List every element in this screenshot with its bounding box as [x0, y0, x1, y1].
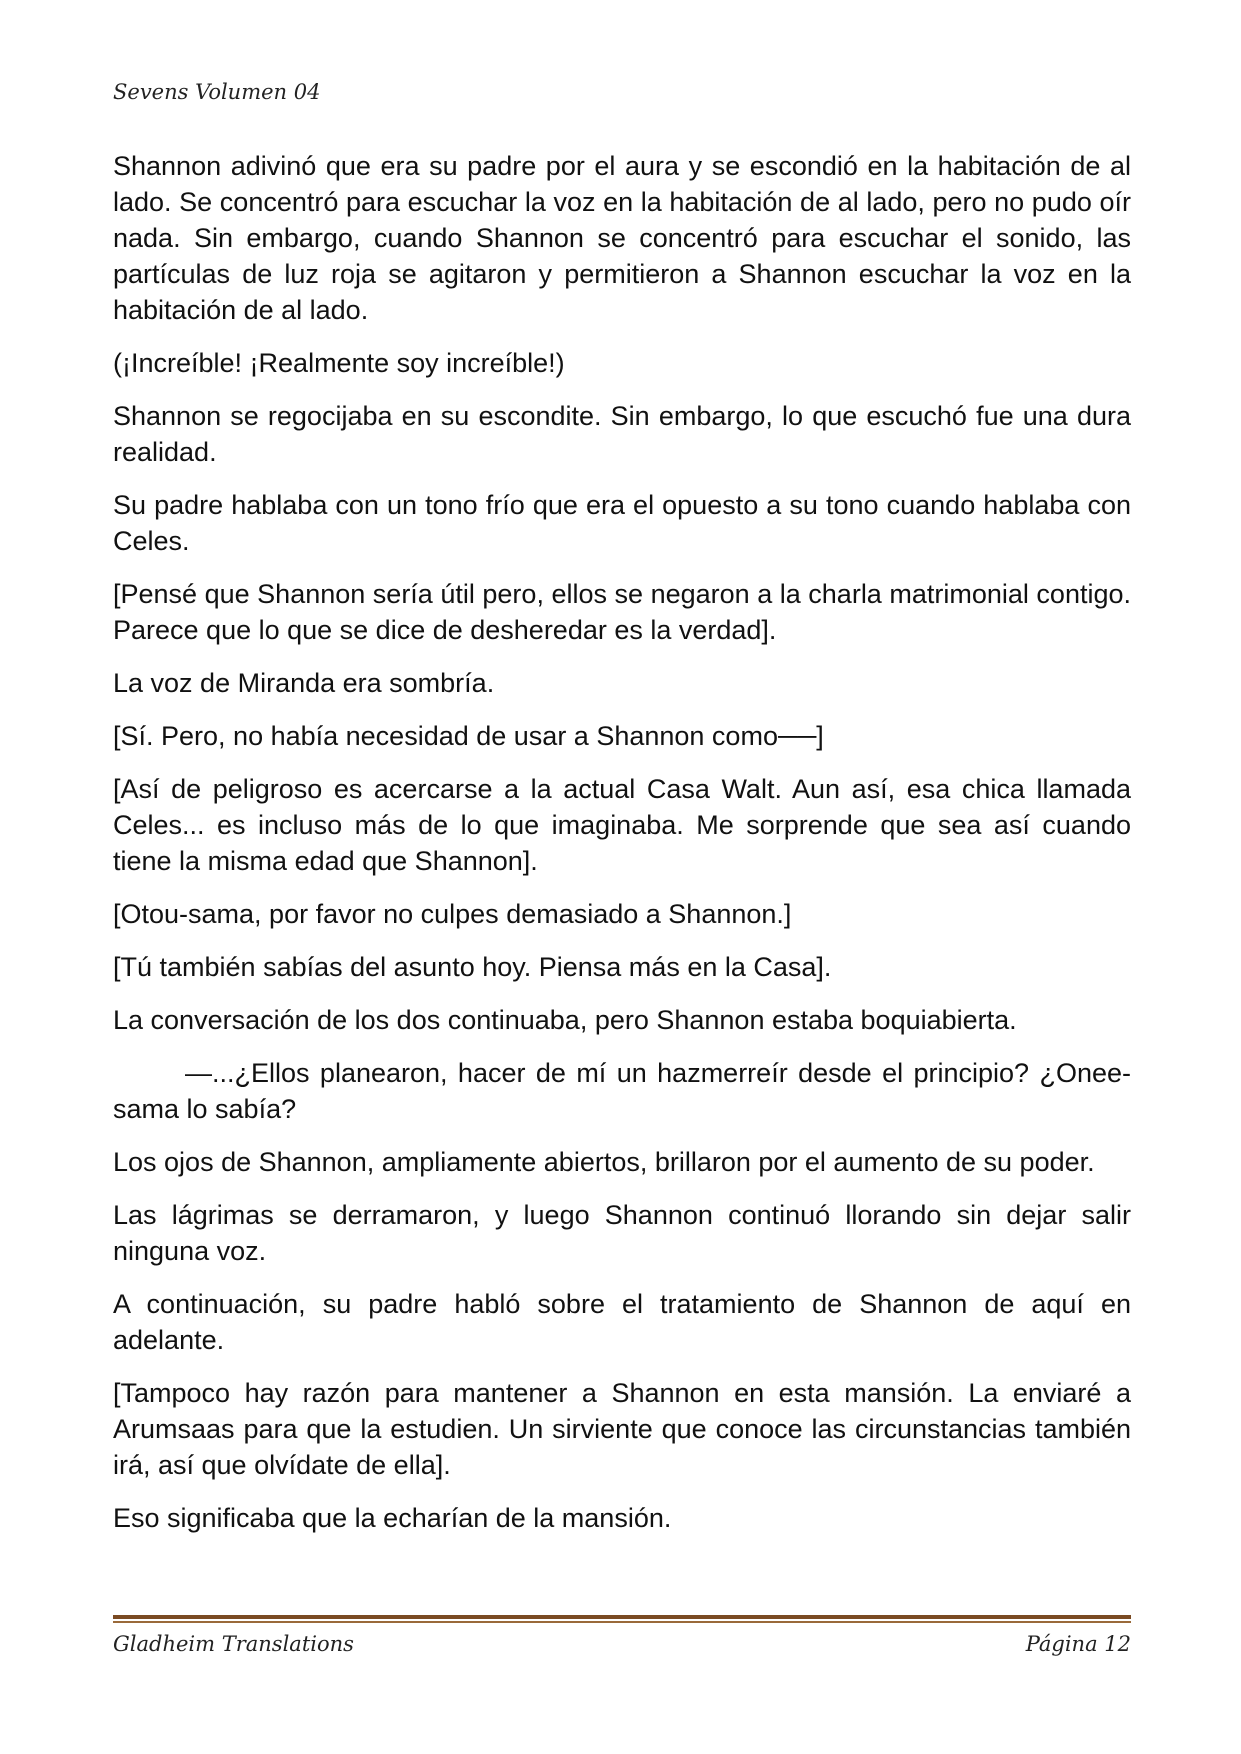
paragraph-10: [Tú también sabías del asunto hoy. Piensa más en la Casa].	[113, 952, 832, 982]
paragraph-7: [Sí. Pero, no había necesidad de usar a Shannon como──]	[113, 721, 824, 751]
paragraph-8: [Así de peligroso es acercarse a la actual Casa Walt. Aun así, esa chica llamada Celes... es incluso más de lo que imaginaba. Me sorprende que sea así cuando tiene la misma edad que Shannon].	[113, 774, 1131, 876]
page-header-title: Sevens Volumen 04	[113, 80, 321, 104]
paragraph-14: Las lágrimas se derramaron, y luego Shannon continuó llorando sin dejar salir ninguna voz.	[113, 1200, 1131, 1266]
paragraph-6: La voz de Miranda era sombría.	[113, 668, 495, 698]
paragraph-17: Eso significaba que la echarían de la mansión.	[113, 1503, 672, 1533]
paragraph-15: A continuación, su padre habló sobre el tratamiento de Shannon de aquí en adelante.	[113, 1289, 1131, 1355]
paragraph-5: [Pensé que Shannon sería útil pero, ellos se negaron a la charla matrimonial contigo. Parece que lo que se dice de desheredar es la verdad].	[113, 579, 1131, 645]
paragraph-2: (¡Increíble! ¡Realmente soy increíble!)	[113, 348, 565, 378]
document-body	[113, 148, 1131, 1553]
paragraph-12: —...¿Ellos planearon, hacer de mí un hazmerreír desde el principio? ¿Onee-sama lo sabía?	[113, 1058, 1131, 1124]
footer-divider-thick	[113, 1615, 1131, 1619]
paragraph-9: [Otou-sama, por favor no culpes demasiado a Shannon.]	[113, 899, 792, 929]
paragraph-16: [Tampoco hay razón para mantener a Shannon en esta mansión. La enviaré a Arumsaas para que la estudien. Un sirviente que conoce las circunstancias también irá, así que olvídate de ella].	[113, 1378, 1131, 1480]
paragraph-1: Shannon adivinó que era su padre por el aura y se escondió en la habitación de al lado. Se concentró para escuchar la voz en la habitación de al lado, pero no pudo oír nada. Sin embargo, cuando Shannon se concentró para escuchar el sonido, las partículas de luz roja se agitaron y permitieron a Shannon escuchar la voz en la habitación de al lado.	[113, 151, 1131, 325]
paragraph-3: Shannon se regocijaba en su escondite. Sin embargo, lo que escuchó fue una dura realidad.	[113, 401, 1131, 467]
paragraph-13: Los ojos de Shannon, ampliamente abiertos, brillaron por el aumento de su poder.	[113, 1147, 1095, 1177]
footer-divider-thin	[113, 1621, 1131, 1623]
footer-page-number: Página 12	[1025, 1632, 1131, 1656]
footer-translator: Gladheim Translations	[113, 1632, 354, 1656]
paragraph-4: Su padre hablaba con un tono frío que era el opuesto a su tono cuando hablaba con Celes.	[113, 490, 1131, 556]
footer-divider	[113, 1615, 1131, 1623]
paragraph-11: La conversación de los dos continuaba, pero Shannon estaba boquiabierta.	[113, 1005, 1017, 1035]
